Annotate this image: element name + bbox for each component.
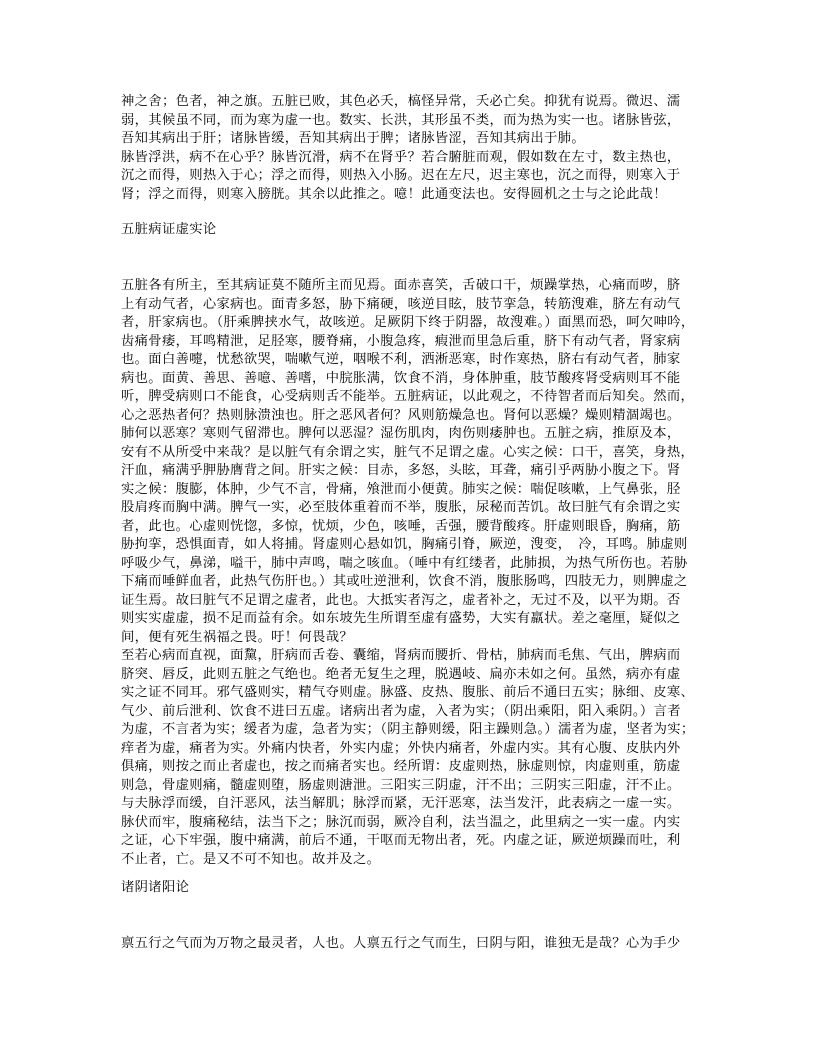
intro-paragraph	[121, 93, 701, 204]
text-line: 则急，骨虚则痛，髓虚则堕，肠虚则溏泄。三阳实三阴虚，汗不出；三阴实三阳虚，汗不止。	[121, 777, 681, 793]
text-line: 沉之而得，则热入于心；浮之而得，则热入小肠。迟在左尺，迟主寒也，沉之而得，则寒入于	[121, 168, 681, 183]
text-line: 股肩疼而胸中满。脾气一实，必至肢体重着而不举，腹胀，尿秘而苦饥。故曰脏气有余谓之实	[121, 500, 681, 515]
text-line: 下痛而唾鲜血者，此热气伤肝也。）其或吐逆泄利，饮食不消，腹胀肠鸣，四肢无力，则脾虚之	[121, 574, 688, 589]
text-line: 齿痛骨痿，耳鸣精泄，足胫寒，腰脊痛，小腹急疼，瘕泄而里急后重，脐下有动气者，肾家病	[121, 333, 681, 349]
section-body-zhuyin	[121, 935, 701, 954]
text-line: 汗血，痛满乎胛胁膺背之间。肝实之候：目赤，多怒，头眩，耳聋，痛引乎两胁小腹之下。肾	[121, 463, 681, 478]
text-line: 呼吸少气，鼻涕，嗌干，肺中声鸣，喘之咳血。（唾中有红缕者，此肺损，为热气所伤也。若胁	[121, 555, 688, 571]
section-heading-zhuyin: 诸阴诸阳论	[121, 880, 190, 895]
text-line: 肾；浮之而得，则寒入膀胱。其余以此推之。噫！此通变法也。安得圆机之士与之论此哉！	[121, 186, 667, 202]
text-line: 脐突、唇反，此则五脏之气绝也。绝者无复生之理，脱遇岐、扁亦未如之何。虽然，病亦有虚	[121, 666, 681, 682]
text-line: 实之证不同耳。邪气盛则实，精气夺则虚。脉盛、皮热、腹胀、前后不通曰五实；脉细、皮寒、	[121, 685, 695, 700]
text-line: 听，脾受病则口不能食，心受病则舌不能举。五脏病证，以此观之，不待智者而后知矣。然而，	[121, 389, 695, 404]
text-line: 者，肝家病也。（肝乘脾挟水气，故咳逆。足厥阴下终于阴器，故溲难。）面黑而恐，呵欠呻吟，	[121, 315, 695, 330]
text-line: 至若心病而直视，面黧，肝病而舌卷、囊缩，肾病而腰折、骨枯，肺病而毛焦、气出，脾病而	[121, 648, 681, 663]
text-line: 肺何以恶寒？寒则气留滞也。脾何以恶湿？湿伤肌肉，肉伤则痿肿也。五脏之病，推原及本，	[121, 426, 681, 441]
section-heading-wuzang: 五脏病证虚实论	[121, 222, 217, 237]
text-line: 弱，其候虽不同，而为寒为虚一也。数实、长洪，其形虽不类，而为热为实一也。诸脉皆弦，	[121, 112, 681, 128]
text-line: 气少、前后泄利、饮食不进曰五虚。诸病出者为虚，入者为实；（阴出乘阳，阳入乘阴。）言者	[121, 703, 681, 719]
text-line: 病也。面黄、善思、善噫、善嗜，中脘胀满，饮食不消，身体肿重，肢节酸疼肾受病则耳不能	[121, 370, 681, 386]
text-line: 也。面白善嚏，忧愁欲哭，喘嗽气逆，咽喉不利，洒淅恶寒，时作寒热，脐右有动气者，肺家	[121, 352, 681, 367]
text-line: 心之恶热者何？热则脉溃浊也。肝之恶风者何？风则筋燥急也。肾何以恶燥？燥则精涸竭也。	[121, 407, 681, 423]
text-line: 上有动气者，心家病也。面青多怒，胁下痛硬，咳逆目眩，肢节挛急，转筋溲难，脐左有动气	[121, 296, 681, 312]
text-line: 禀五行之气而为万物之最灵者，人也。人禀五行之气而生，曰阴与阳，谁独无是哉？心为手少	[121, 936, 681, 951]
text-line: 俱痛，则按之而止者虚也，按之而痛者实也。经所谓：皮虚则热，脉虚则惊，肉虚则重，筋虚	[121, 759, 681, 774]
text-line: 之证，心下牢强，腹中痛满，前后不通，干呕而无物出者，死。内虚之证，厥逆烦躁而吐，利	[121, 833, 681, 848]
section-body-wuzang	[121, 277, 701, 869]
text-line: 脉皆浮洪，病不在心乎？脉皆沉滑，病不在肾乎？若合腑脏而观，假如数在左寸，数主热也，	[121, 149, 681, 165]
text-line: 五脏各有所主，至其病证莫不随所主而见焉。面赤喜笑，舌破口干，烦躁掌热，心痛而哕，脐	[121, 278, 681, 293]
text-line: 间，便有死生祸福之畏。吁！何畏哉？	[121, 629, 353, 645]
text-line: 痒者为虚，痛者为实。外痛内快者，外实内虚；外快内痛者，外虚内实。其有心腹、皮肤内外	[121, 740, 681, 756]
text-line: 吾知其病出于肝；诸脉皆缓，吾知其病出于脾；诸脉皆涩，吾知其病出于肺。	[121, 131, 585, 146]
text-line: 实之候：腹膨，体肿，少气不言，骨痛，飧泄而小便黄。肺实之候：喘促咳嗽，上气鼻张，胫	[121, 481, 681, 497]
text-line: 脉伏而牢，腹痛秘结，法当下之；脉沉而弱，厥冷自利，法当温之，此里病之一实一虚。内实	[121, 814, 681, 830]
text-line: 则实实虚虚，损不足而益有余。如东坡先生所谓至虚有盛势，大实有羸状。差之毫厘，疑似之	[121, 611, 681, 626]
text-line: 不止者，亡。是又不可不知也。故并及之。	[121, 851, 381, 867]
text-line: 神之舍；色者，神之旗。五脏已败，其色必夭，槁怪异常，夭必亡矣。抑犹有说焉。微迟、濡	[121, 94, 681, 109]
text-line: 证生焉。故曰脏气不足谓之虚者，此也。大抵实者泻之，虚者补之，无过不及，以平为期。否	[121, 592, 681, 608]
text-line: 者，此也。心虚则恍惚，多惊，忧烦，少色，咳唾，舌强，腰背酸疼。肝虚则眼昏，胸痛，筋	[121, 518, 681, 534]
text-line: 为虚，不言者为实；缓者为虚，急者为实；（阴主静则缓，阳主躁则急。）濡者为虚，坚者为实；	[121, 722, 695, 737]
text-line: 安有不从所受中来哉？是以脏气有余谓之实，脏气不足谓之虚。心实之候：口干，喜笑，身热，	[121, 444, 695, 460]
text-line: 与夫脉浮而缓，自汗恶风，法当解肌；脉浮而紧，无汗恶寒，法当发汗，此表病之一虚一实。	[121, 796, 681, 811]
text-line: 胁拘挛，恐惧面青，如人将捕。肾虚则心悬如饥，胸痛引脊，厥逆，溲变， 冷，耳鸣。肺虚则	[121, 537, 688, 552]
